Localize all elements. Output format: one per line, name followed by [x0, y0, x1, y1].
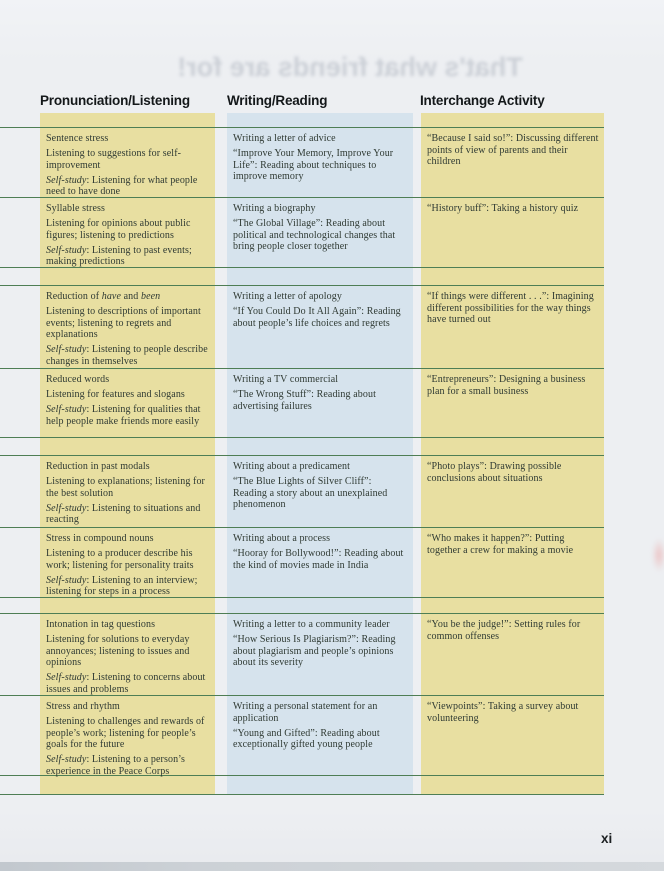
- page-number: xi: [601, 831, 613, 846]
- table-cell-pronunciation-listening: [46, 456, 211, 527]
- table-cell-interchange-activity: [427, 528, 599, 597]
- cell-paragraph: Writing about a process: [233, 533, 331, 544]
- table-cell-writing-reading: [233, 128, 405, 197]
- table-row: [0, 285, 604, 368]
- table-cell-interchange-activity: [427, 614, 599, 695]
- cell-paragraph: “Who makes it happen?”: Putting together a crew for making a movie: [427, 533, 574, 556]
- table-cell-pronunciation-listening: [46, 286, 211, 368]
- cell-paragraph: Writing a biography: [233, 203, 316, 214]
- cell-paragraph: “Improve Your Memory, Improve Your Life”: Reading about techniques to improve memory: [233, 148, 394, 182]
- table-cell-pronunciation-listening: [46, 528, 211, 597]
- column-header-writing-reading: Writing/Reading: [227, 93, 328, 108]
- cell-paragraph: Listening to suggestions for self-improvement: [46, 148, 182, 171]
- table-cell-interchange-activity: [427, 286, 599, 368]
- syllabus-table: [0, 113, 604, 795]
- cell-paragraph: “Viewpoints”: Taking a survey about volunteering: [427, 701, 579, 724]
- table-row: [0, 368, 604, 437]
- cell-paragraph: Self-study: Listening to people describe changes in themselves: [46, 344, 208, 367]
- show-through-text: That's what friends are for!: [177, 52, 523, 82]
- page-bottom-edge: [0, 862, 664, 871]
- table-cell-interchange-activity: [427, 198, 599, 267]
- cell-paragraph: Listening to a producer describe his work; listening for personality traits: [46, 548, 194, 571]
- cell-paragraph: “The Blue Lights of Silver Cliff”: Reading a story about an unexplained phenomenon: [233, 476, 388, 510]
- cell-paragraph: Self-study: Listening for what people need to have done: [46, 174, 198, 197]
- cell-paragraph: Stress and rhythm: [46, 701, 120, 712]
- table-cell-interchange-activity: [427, 369, 599, 437]
- table-cell-interchange-activity: [427, 696, 599, 775]
- cell-paragraph: Writing a letter to a community leader: [233, 619, 390, 630]
- cell-paragraph: “You be the judge!”: Setting rules for common offenses: [427, 619, 581, 642]
- table-cell-writing-reading: [233, 614, 405, 695]
- cell-paragraph: Self-study: Listening to an interview; listening for steps in a process: [46, 574, 198, 597]
- table-row: [0, 127, 604, 197]
- table-row: [0, 455, 604, 527]
- table-rows: [0, 127, 604, 795]
- row-gap-band: [0, 267, 604, 285]
- table-cell-pronunciation-listening: [46, 128, 211, 197]
- cell-paragraph: Writing a letter of advice: [233, 133, 336, 144]
- table-cell-writing-reading: [233, 286, 405, 368]
- cell-paragraph: Writing a letter of apology: [233, 291, 342, 302]
- cell-paragraph: Syllable stress: [46, 203, 105, 214]
- table-cell-interchange-activity: [427, 128, 599, 197]
- cell-paragraph: “If You Could Do It All Again”: Reading about people’s life choices and regrets: [233, 306, 401, 329]
- cell-paragraph: Writing about a predicament: [233, 461, 350, 472]
- cell-paragraph: “History buff”: Taking a history quiz: [427, 203, 579, 214]
- cell-paragraph: “Entrepreneurs”: Designing a business plan for a small business: [427, 374, 586, 397]
- table-row: [0, 527, 604, 597]
- cell-paragraph: Listening to descriptions of important events; listening to regrets and explanations: [46, 306, 201, 340]
- cell-paragraph: Self-study: Listening to past events; making predictions: [46, 244, 192, 267]
- row-gap-band: [0, 597, 604, 613]
- cell-paragraph: Writing a TV commercial: [233, 374, 339, 385]
- column-headers: [0, 93, 664, 113]
- cell-paragraph: Listening for features and slogans: [46, 389, 185, 400]
- table-cell-writing-reading: [233, 696, 405, 775]
- cell-paragraph: Reduced words: [46, 374, 110, 385]
- cell-paragraph: Self-study: Listening to situations and reacting: [46, 502, 201, 525]
- cell-paragraph: “Photo plays”: Drawing possible conclusions about situations: [427, 461, 562, 484]
- table-cell-writing-reading: [233, 198, 405, 267]
- cell-paragraph: “Because I said so!”: Discussing different points of view of parents and their children: [427, 133, 599, 167]
- column-header-interchange-activity: Interchange Activity: [420, 93, 545, 108]
- table-row: [0, 613, 604, 695]
- table-footer-band: [0, 775, 604, 795]
- cell-paragraph: Reduction of have and been: [46, 291, 161, 302]
- cell-paragraph: Intonation in tag questions: [46, 619, 156, 630]
- cell-paragraph: Listening to explanations; listening for the best solution: [46, 476, 205, 499]
- column-header-pronunciation-listening: Pronunciation/Listening: [40, 93, 190, 108]
- cell-paragraph: Listening to challenges and rewards of people’s work; listening for people’s goals for the future: [46, 716, 205, 750]
- table-cell-pronunciation-listening: [46, 614, 211, 695]
- cell-paragraph: “How Serious Is Plagiarism?”: Reading about plagiarism and people’s opinions about its severity: [233, 634, 396, 668]
- table-row: [0, 695, 604, 775]
- cell-paragraph: Stress in compound nouns: [46, 533, 154, 544]
- cell-paragraph: Writing a personal statement for an application: [233, 701, 378, 724]
- cell-paragraph: “If things were different . . .”: Imagining different possibilities for the way things have turned out: [427, 291, 594, 325]
- cell-paragraph: “Hooray for Bollywood!”: Reading about the kind of movies made in India: [233, 548, 404, 571]
- cell-paragraph: Listening for solutions to everyday annoyances; listening to issues and opinions: [46, 634, 190, 668]
- table-cell-writing-reading: [233, 528, 405, 597]
- row-gap-band: [0, 437, 604, 455]
- scan-smudge: [652, 538, 664, 572]
- cell-paragraph: Self-study: Listening to concerns about issues and problems: [46, 672, 206, 695]
- cell-paragraph: Sentence stress: [46, 133, 109, 144]
- cell-paragraph: Listening for opinions about public figures; listening to predictions: [46, 218, 191, 241]
- table-row: [0, 197, 604, 267]
- cell-paragraph: “The Wrong Stuff”: Reading about advertising failures: [233, 389, 376, 412]
- table-cell-pronunciation-listening: [46, 198, 211, 267]
- cell-paragraph: Self-study: Listening for qualities that help people make friends more easily: [46, 404, 201, 427]
- cell-paragraph: Self-study: Listening to a person’s experience in the Peace Corps: [46, 754, 186, 777]
- cell-paragraph: “The Global Village”: Reading about political and technological changes that bring people closer together: [233, 218, 396, 252]
- table-cell-writing-reading: [233, 456, 405, 527]
- cell-paragraph: “Young and Gifted”: Reading about exceptionally gifted young people: [233, 727, 380, 750]
- cell-paragraph: Reduction in past modals: [46, 461, 150, 472]
- table-cell-interchange-activity: [427, 456, 599, 527]
- table-cell-pronunciation-listening: [46, 696, 211, 775]
- table-cell-writing-reading: [233, 369, 405, 437]
- table-cell-pronunciation-listening: [46, 369, 211, 437]
